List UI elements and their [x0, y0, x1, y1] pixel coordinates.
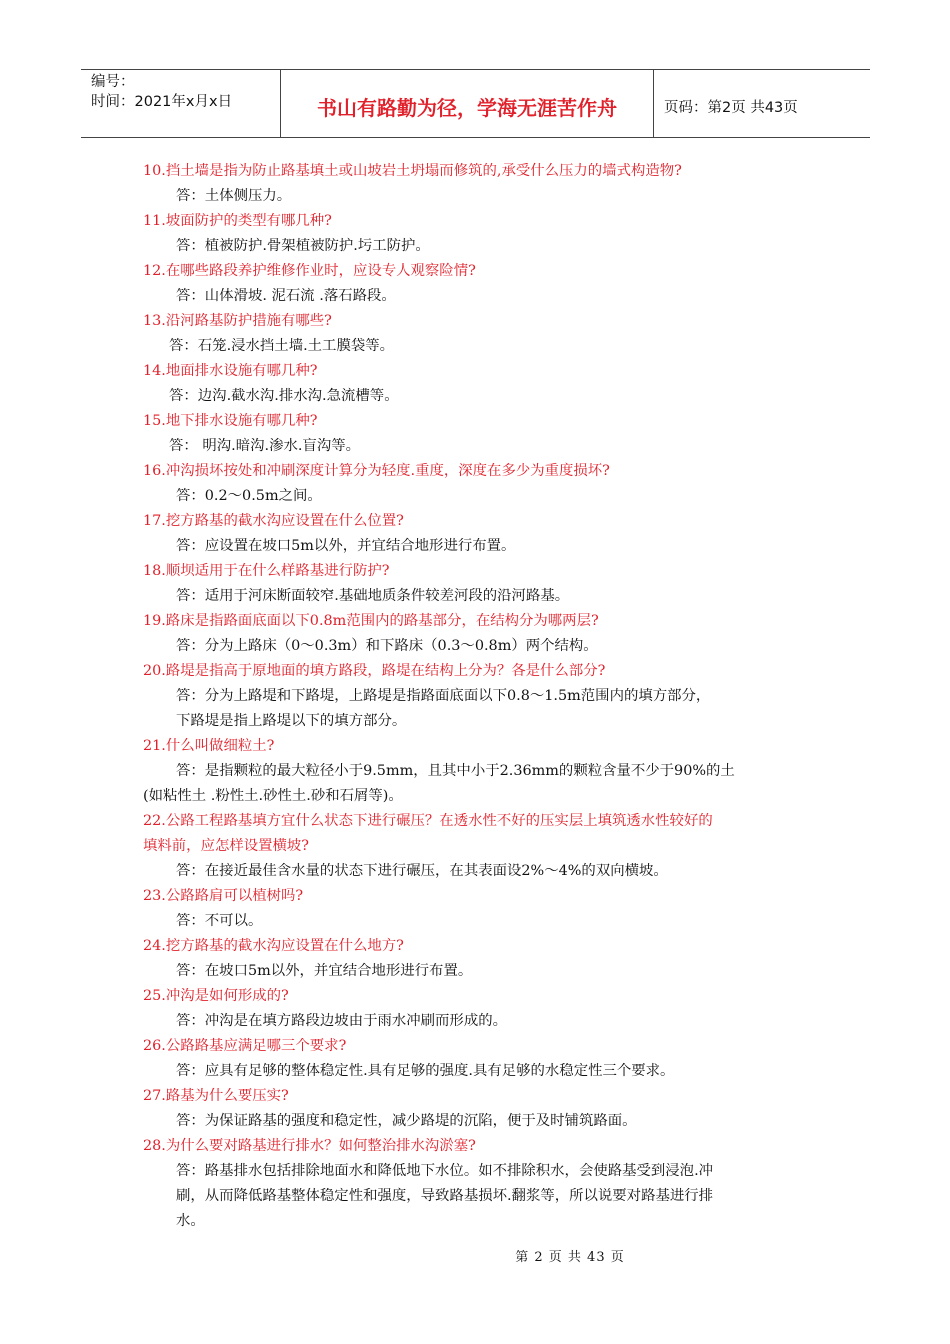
question-line: 13.沿河路基防护措施有哪些?: [143, 313, 332, 329]
answer-line: 答： 明沟.暗沟.渗水.盲沟等。: [169, 438, 360, 454]
question-line: 26.公路路基应满足哪三个要求?: [143, 1038, 347, 1054]
answer-line: 水。: [176, 1213, 205, 1229]
question-line: 22.公路工程路基填方宜什么状态下进行碾压？在透水性不好的压实层上填筑透水性较好的: [143, 813, 713, 829]
header-meta-cell: [81, 70, 281, 137]
question-line: 18.顺坝适用于在什么样路基进行防护?: [143, 563, 390, 579]
question-line: 25.冲沟是如何形成的?: [143, 988, 289, 1004]
question-line: 12.在哪些路段养护维修作业时，应设专人观察险情?: [143, 263, 476, 279]
question-line: 27.路基为什么要压实?: [143, 1088, 289, 1104]
page-footer: [0, 1246, 950, 1265]
answer-line: 答：分为上路床（0～0.3m）和下路床（0.3～0.8m）两个结构。: [176, 638, 598, 654]
answer-line: 答：路基排水包括排除地面水和降低地下水位。如不排除积水，会使路基受到浸泡.冲: [176, 1163, 714, 1179]
answer-line: 刷，从而降低路基整体稳定性和强度，导致路基损坏.翻浆等，所以说要对路基进行排: [176, 1188, 714, 1204]
answer-line: 答：不可以。: [176, 913, 263, 929]
question-line: 24.挖方路基的截水沟应设置在什么地方?: [143, 938, 404, 954]
answer-line: 答：分为上路堤和下路堤，上路堤是指路面底面以下0.8～1.5m范围内的填方部分，: [176, 688, 711, 704]
document-time-label: 时间：2021年x月x日: [91, 94, 233, 110]
question-line: 21.什么叫做细粒土?: [143, 738, 275, 754]
question-line: 23.公路路肩可以植树吗?: [143, 888, 304, 904]
header-motto-cell: [281, 70, 654, 137]
question-line: 15.地下排水设施有哪几种?: [143, 413, 318, 429]
question-line: 11.坡面防护的类型有哪几种?: [143, 213, 332, 229]
answer-line: 答：0.2～0.5m之间。: [176, 488, 322, 504]
question-line: 20.路堤是指高于原地面的填方路段，路堤在结构上分为？各是什么部分?: [143, 663, 606, 679]
answer-line: 答：边沟.截水沟.排水沟.急流槽等。: [169, 388, 399, 404]
document-number-label: 编号：: [91, 74, 135, 90]
question-line: 填料前，应怎样设置横坡?: [143, 838, 310, 854]
answer-line: 答：山体滑坡. 泥石流 .落石路段。: [176, 288, 396, 304]
answer-line: 答：在坡口5m以外，并宜结合地形进行布置。: [176, 963, 473, 979]
answer-line: 答：应具有足够的整体稳定性.具有足够的强度.具有足够的水稳定性三个要求。: [176, 1063, 675, 1079]
question-line: 16.冲沟损坏按处和冲刷深度计算分为轻度.重度，深度在多少为重度损坏?: [143, 463, 610, 479]
footer-page-number: 第 2 页 共 43 页: [515, 1250, 625, 1265]
question-line: 14.地面排水设施有哪几种?: [143, 363, 318, 379]
answer-line: 答：适用于河床断面较窄.基础地质条件较差河段的沿河路基。: [176, 588, 570, 604]
answer-line: 答：石笼.浸水挡土墙.土工膜袋等。: [169, 338, 395, 354]
answer-line: 下路堤是指上路堤以下的填方部分。: [176, 713, 407, 729]
document-body: [143, 159, 815, 1234]
answer-line: 答：植被防护.骨架植被防护.圬工防护。: [176, 238, 430, 254]
answer-line: 答：在接近最佳含水量的状态下进行碾压，在其表面设2%～4%的双向横坡。: [176, 863, 668, 879]
answer-line: 答：是指颗粒的最大粒径小于9.5mm，且其中小于2.36mm的颗粒含量不少于90%的土: [176, 763, 735, 779]
header-page-cell: [654, 70, 870, 137]
header-page-info: 页码：第2页 共43页: [664, 100, 798, 116]
question-line: 10.挡土墙是指为防止路基填土或山坡岩土坍塌而修筑的,承受什么压力的墙式构造物?: [143, 163, 682, 179]
question-line: 19.路床是指路面底面以下0.8m范围内的路基部分，在结构分为哪两层?: [143, 613, 599, 629]
answer-line: 答：土体侧压力。: [176, 188, 292, 204]
page-header: [81, 69, 870, 138]
motto-text: 书山有路勤为径，学海无涯苦作舟: [317, 96, 617, 120]
answer-line: 答：为保证路基的强度和稳定性，减少路堤的沉陷，便于及时铺筑路面。: [176, 1113, 637, 1129]
answer-line: 答：应设置在坡口5m以外，并宜结合地形进行布置。: [176, 538, 516, 554]
answer-line: (如粘性土 .粉性土.砂性土.砂和石屑等)。: [143, 788, 403, 804]
question-line: 28.为什么要对路基进行排水？如何整治排水沟淤塞?: [143, 1138, 476, 1154]
answer-line: 答：冲沟是在填方路段边坡由于雨水冲刷而形成的。: [176, 1013, 507, 1029]
question-line: 17.挖方路基的截水沟应设置在什么位置?: [143, 513, 404, 529]
